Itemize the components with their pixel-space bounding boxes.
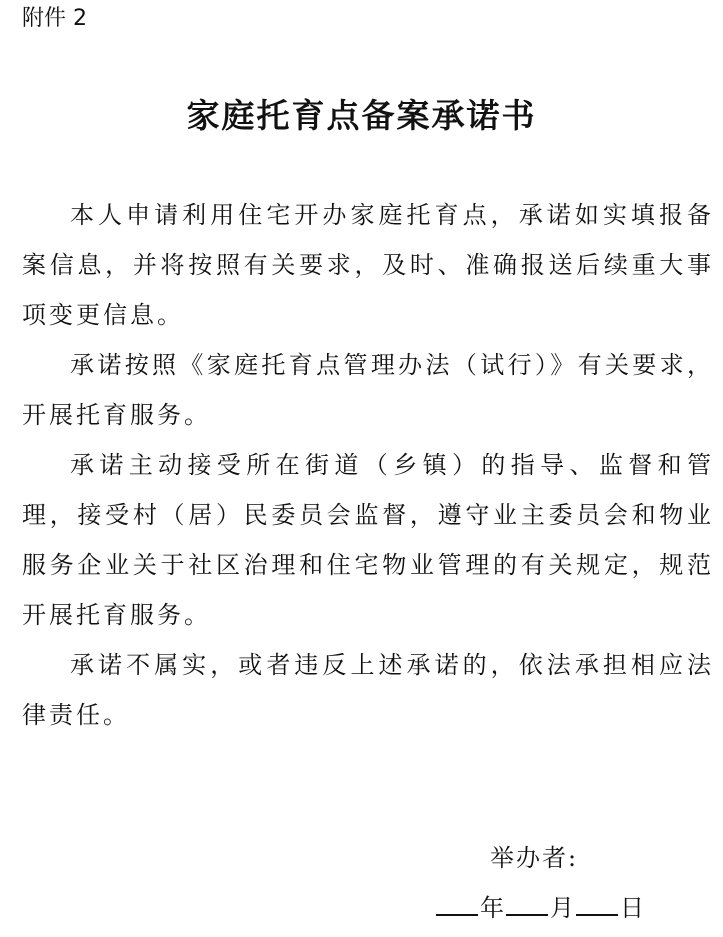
- commitment-paragraph-2: 承诺按照《家庭托育点管理办法（试行）》有关要求，开展托育服务。: [22, 351, 714, 429]
- day-label: 日: [620, 894, 644, 922]
- day-blank: [576, 888, 618, 916]
- organizer-signature-label: 举办者:: [490, 844, 579, 872]
- year-label: 年: [480, 894, 504, 922]
- date-line: [436, 888, 646, 926]
- commitment-body: [22, 190, 714, 740]
- document-title: 家庭托育点备案承诺书: [186, 96, 537, 135]
- commitment-paragraph-4: 承诺不属实，或者违反上述承诺的，依法承担相应法律责任。: [22, 651, 714, 729]
- year-blank: [436, 888, 478, 916]
- commitment-paragraph-1: 本人申请利用住宅开办家庭托育点，承诺如实填报备案信息，并将按照有关要求，及时、准确报送后续重大事项变更信息。: [22, 201, 714, 329]
- month-label: 月: [550, 894, 574, 922]
- month-blank: [506, 888, 548, 916]
- attachment-label: 附件 2: [22, 6, 87, 31]
- commitment-paragraph-3: 承诺主动接受所在街道（乡镇）的指导、监督和管理，接受村（居）民委员会监督，遵守业主委员会和物业服务企业关于社区治理和住宅物业管理的有关规定，规范开展托育服务。: [22, 451, 714, 629]
